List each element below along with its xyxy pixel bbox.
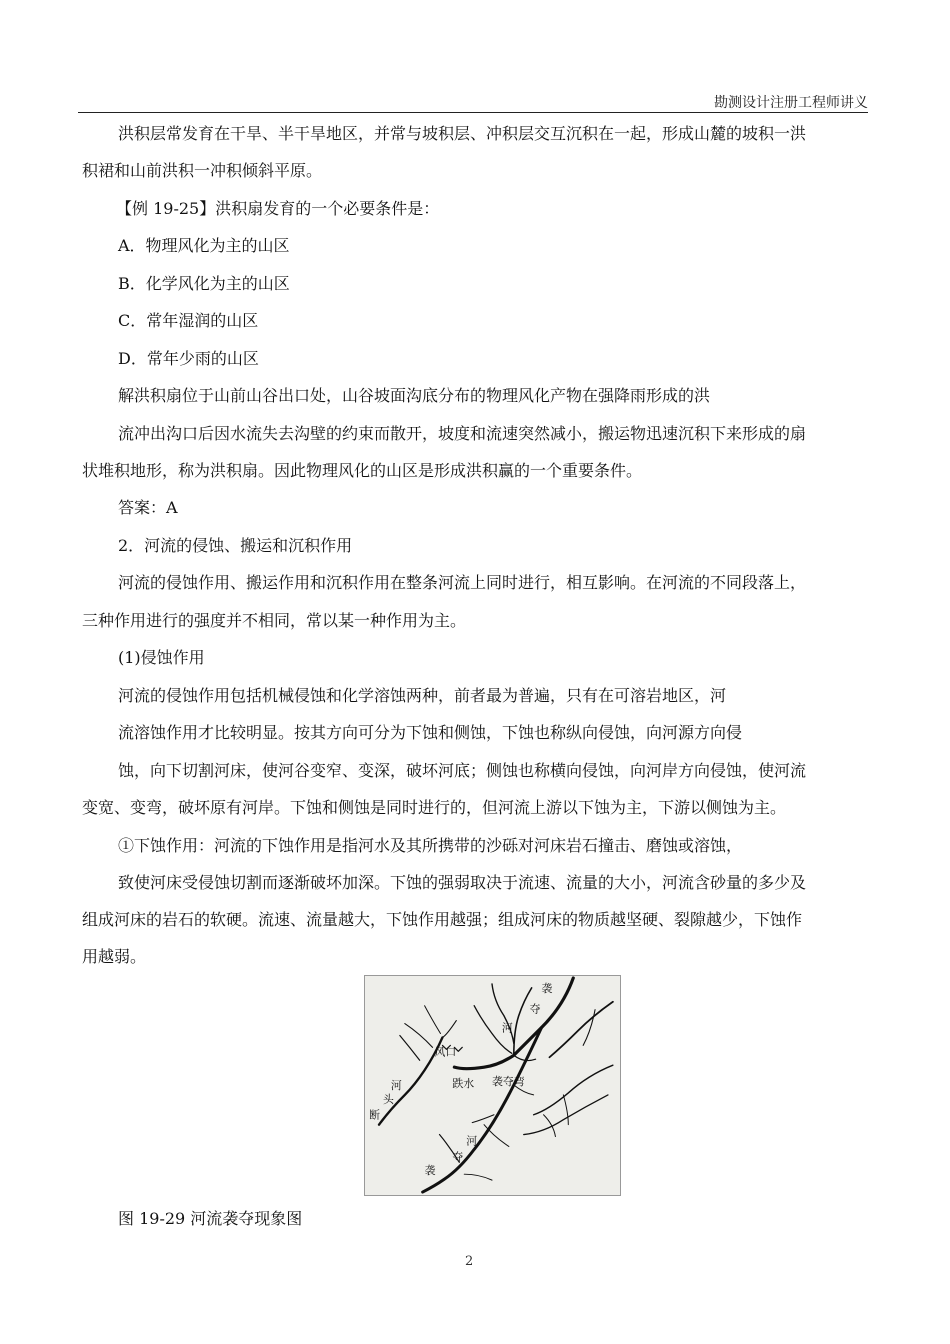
text-line: 状堆积地形，称为洪积扇。因此物理风化的山区是形成洪积赢的一个重要条件。 <box>82 461 643 480</box>
map-label: 袭夺弯 <box>492 1075 525 1089</box>
figure-caption: 图 19-29 河流袭夺现象图 <box>118 1209 303 1228</box>
text-line: 河流的侵蚀作用、搬运作用和沉积作用在整条河流上同时进行，相互影响。在河流的不同段落上， <box>118 573 807 592</box>
map-label: 头 <box>383 1092 394 1106</box>
text-line: 流溶蚀作用才比较明显。按其方向可分为下蚀和侧蚀，下蚀也称纵向侵蚀，向河源方向侵 <box>118 723 743 742</box>
map-label: 断 <box>369 1108 381 1122</box>
text-line: 河流的侵蚀作用包括机械侵蚀和化学溶蚀两种，前者最为普遍，只有在可溶岩地区，河 <box>118 686 727 705</box>
map-label: 河 <box>501 1021 513 1035</box>
map-label: 袭 <box>541 981 553 995</box>
map-label: 袭 <box>424 1164 436 1178</box>
section-heading: 2．河流的侵蚀、搬运和沉积作用 <box>118 536 353 555</box>
page-header <box>78 92 868 113</box>
text-line: ①下蚀作用：河流的下蚀作用是指河水及其所携带的沙砾对河床岩石撞击、磨蚀或溶蚀， <box>118 836 743 855</box>
text-line: 积裙和山前洪积一冲积倾斜平原。 <box>82 161 323 180</box>
text-line: A．物理风化为主的山区 <box>118 236 290 255</box>
text-line: 三种作用进行的强度并不相同，常以某一种作用为主。 <box>82 611 467 630</box>
text-line: B．化学风化为主的山区 <box>118 274 290 293</box>
text-line: 流冲出沟口后因水流失去沟壁的约束而散开，坡度和流速突然减小，搬运物迅速沉积下来形成的扇 <box>118 424 807 443</box>
page-number: 2 <box>465 1254 474 1269</box>
text-line: 洪积层常发育在干旱、半干旱地区，并常与坡积层、冲积层交互沉积在一起，形成山麓的坡积一洪 <box>118 124 807 143</box>
text-line: D．常年少雨的山区 <box>118 349 259 368</box>
text-line: 解洪积扇位于山前山谷出口处，山谷坡面沟底分布的物理风化产物在强降雨形成的洪 <box>118 386 711 405</box>
map-label: 跌水 <box>452 1076 475 1090</box>
header-title: 勘测设计注册工程师讲义 <box>714 95 868 111</box>
text-line: 致使河床受侵蚀切割而逐渐破坏加深。下蚀的强弱取决于流速、流量的大小，河流含砂量的多少及 <box>118 873 807 892</box>
text-line: C．常年湿润的山区 <box>118 311 259 330</box>
map-label: 河 <box>466 1134 478 1148</box>
text-line: 答案：A <box>118 498 178 517</box>
text-line: 组成河床的岩石的软硬。流速、流量越大，下蚀作用越强；组成河床的物质越坚硬、裂隙越少，下蚀作 <box>82 910 803 929</box>
text-line: 蚀，向下切割河床，使河谷变窄、变深，破坏河底；侧蚀也称横向侵蚀，向河岸方向侵蚀，使河流 <box>118 761 807 780</box>
text-line: 【例 19-25】洪积扇发育的一个必要条件是： <box>116 199 440 218</box>
map-label: 夺 <box>529 1002 541 1016</box>
map-label: 风口 <box>434 1045 457 1059</box>
subsection-heading: (1)侵蚀作用 <box>118 648 205 667</box>
river-capture-figure <box>364 975 621 1196</box>
map-label: 夺 <box>452 1150 464 1164</box>
text-line: 用越弱。 <box>82 947 147 966</box>
river-map <box>365 976 620 1195</box>
map-label: 河 <box>390 1078 402 1092</box>
text-line: 变宽、变弯，破坏原有河岸。下蚀和侧蚀是同时进行的，但河流上游以下蚀为主，下游以侧蚀为主。 <box>82 798 787 817</box>
